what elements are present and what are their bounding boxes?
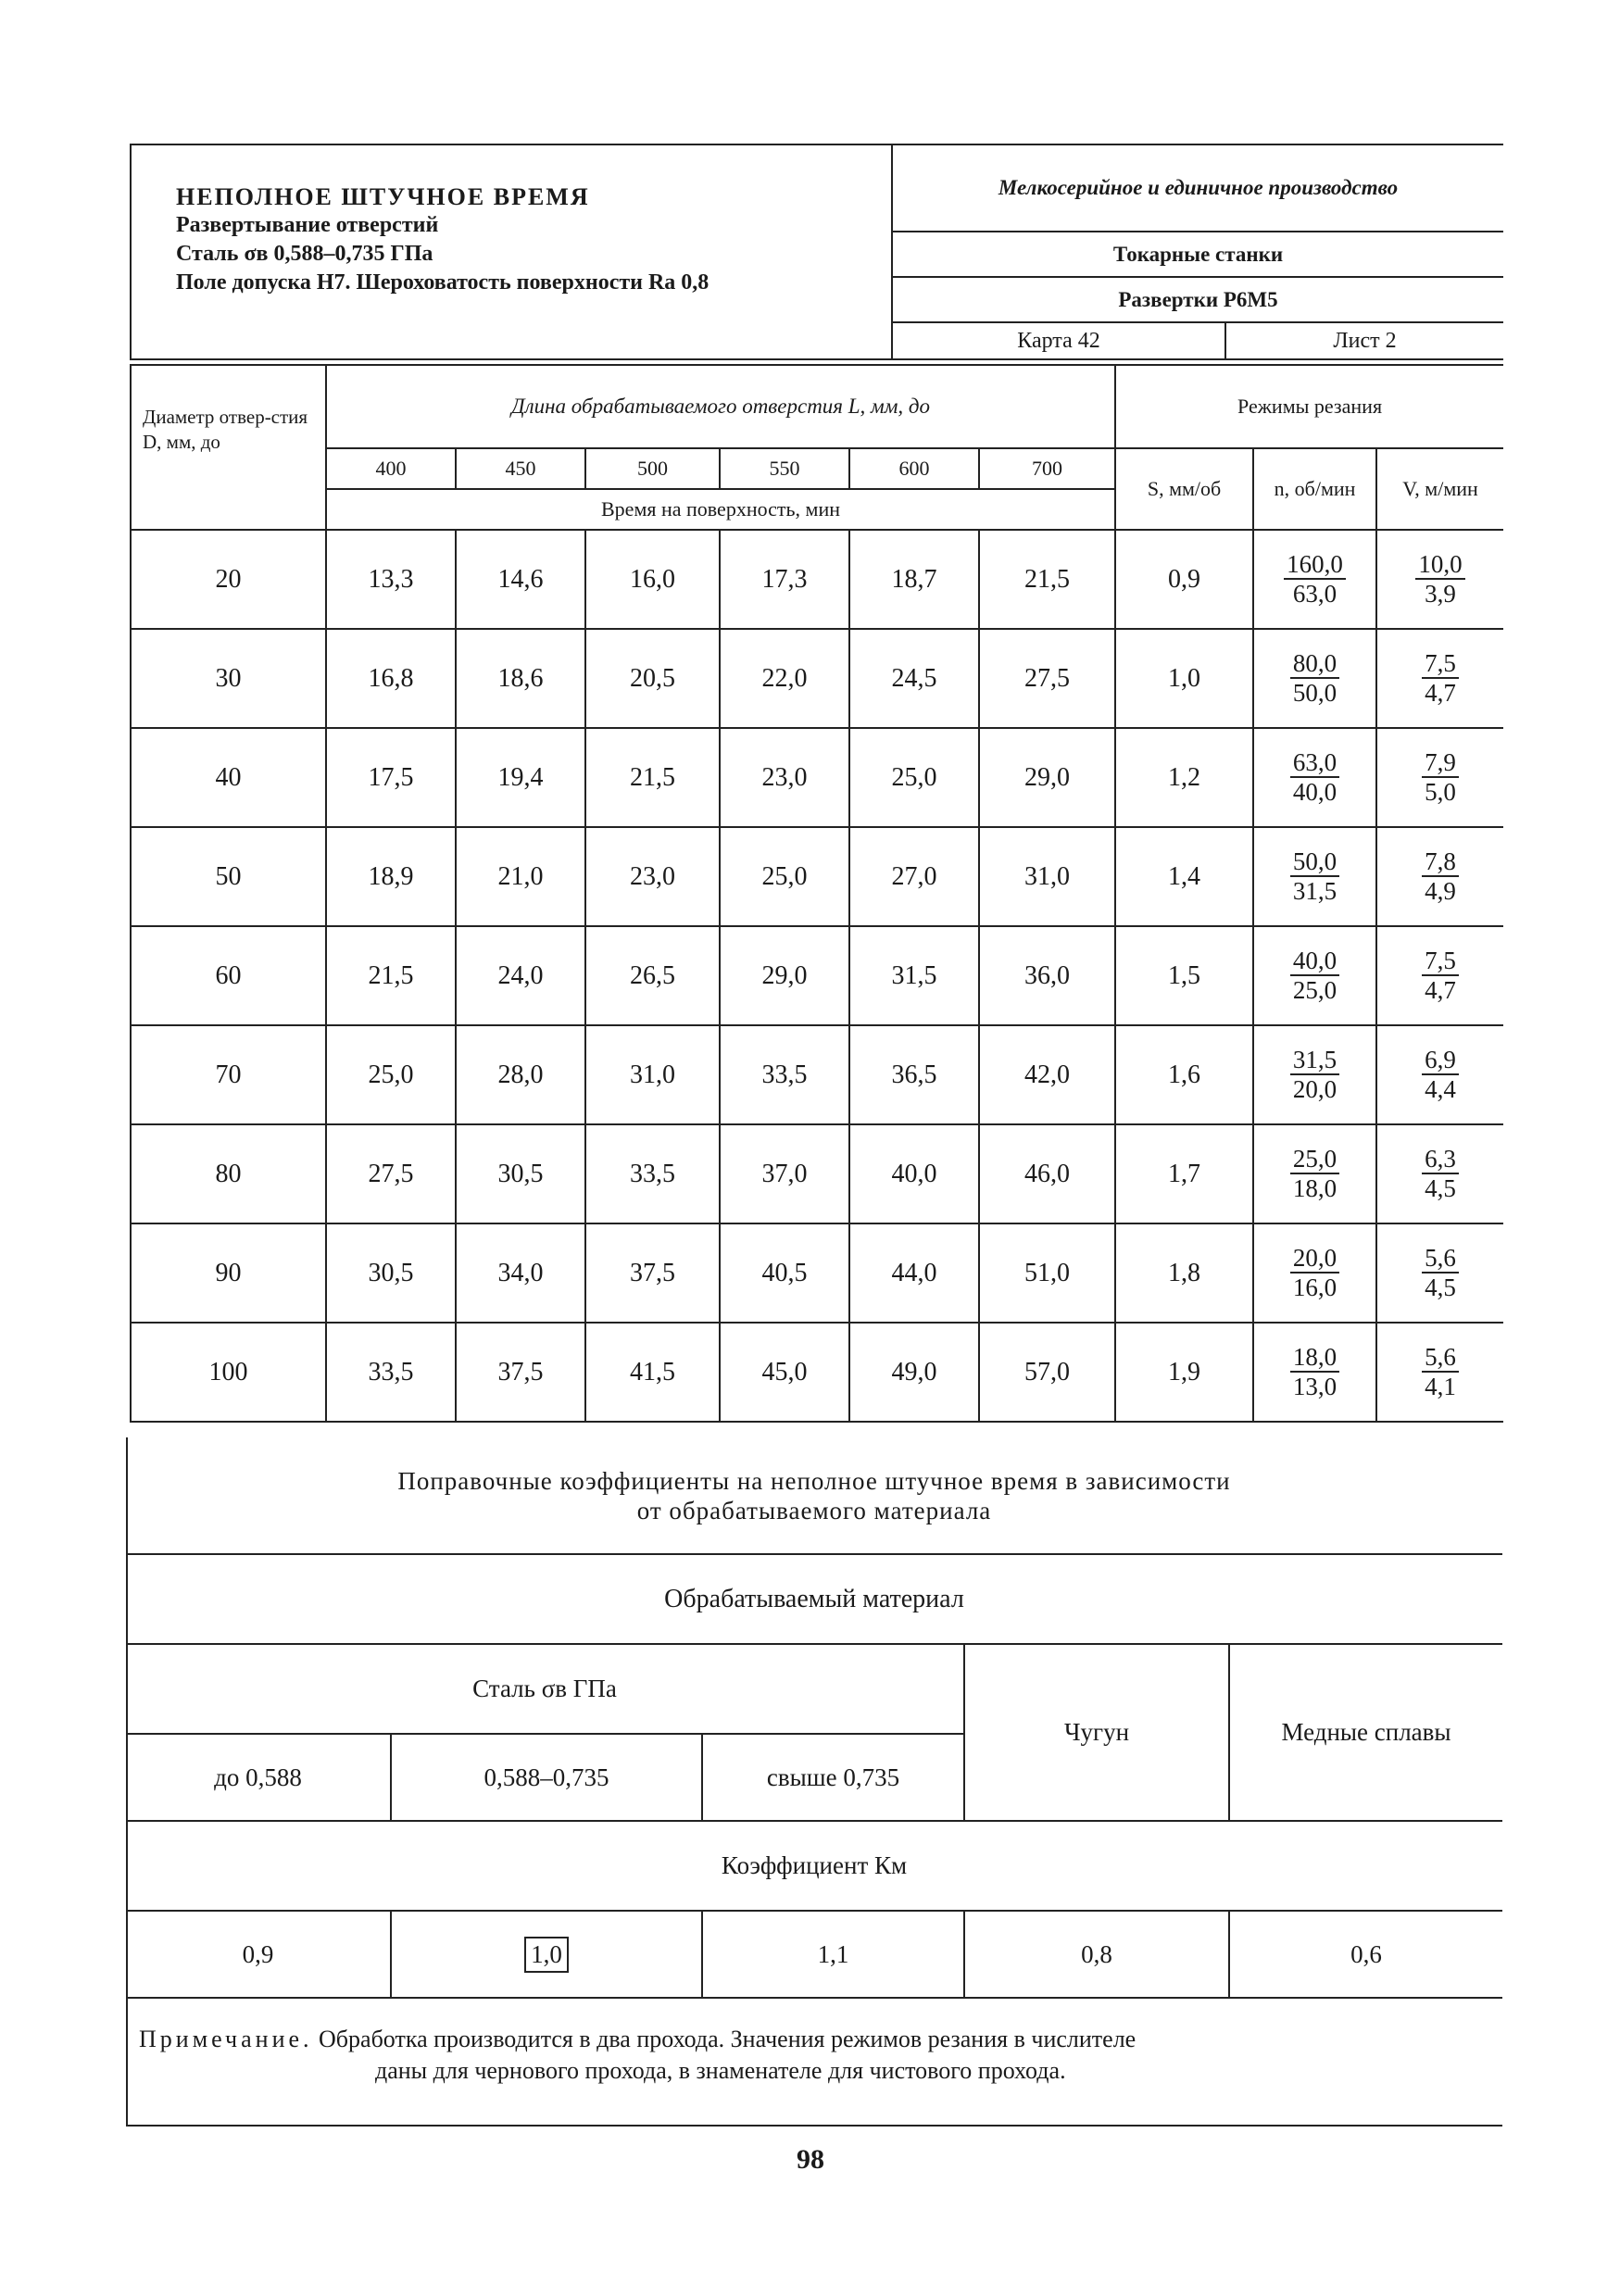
steel-range-1: до 0,588 bbox=[126, 1734, 391, 1821]
time-cell: 30,5 bbox=[326, 1223, 456, 1323]
fraction-numerator: 80,0 bbox=[1290, 649, 1339, 679]
coef-value-3: 1,1 bbox=[702, 1911, 964, 1998]
coef-value-5: 0,6 bbox=[1229, 1911, 1502, 1998]
fraction-denominator: 4,5 bbox=[1425, 1273, 1456, 1301]
velocity-cell bbox=[1376, 629, 1503, 728]
time-cell: 41,5 bbox=[585, 1323, 720, 1422]
fraction-denominator: 31,5 bbox=[1292, 876, 1337, 905]
fraction bbox=[1422, 748, 1459, 806]
fraction-numerator: 50,0 bbox=[1290, 847, 1339, 877]
tolerance-line: Поле допуска Н7. Шероховатость поверхности Ra 0,8 bbox=[176, 270, 710, 295]
time-cell: 20,5 bbox=[585, 629, 720, 728]
operation-line: Развертывание отверстий bbox=[176, 213, 439, 237]
velocity-cell bbox=[1376, 1223, 1503, 1323]
material-header: Обрабатываемый материал bbox=[126, 1554, 1502, 1644]
fraction bbox=[1290, 847, 1339, 905]
time-cell: 49,0 bbox=[849, 1323, 979, 1422]
diameter-cell: 90 bbox=[131, 1223, 326, 1323]
time-cell: 57,0 bbox=[979, 1323, 1115, 1422]
fraction-numerator: 18,0 bbox=[1290, 1343, 1339, 1373]
feed-cell: 0,9 bbox=[1115, 530, 1253, 629]
fraction-denominator: 3,9 bbox=[1425, 579, 1456, 608]
fraction-denominator: 18,0 bbox=[1292, 1173, 1337, 1202]
fraction-denominator: 13,0 bbox=[1292, 1372, 1337, 1400]
coef-label: Коэффициент Км bbox=[126, 1821, 1502, 1911]
speed-rpm-cell bbox=[1253, 530, 1376, 629]
diameter-cell: 100 bbox=[131, 1323, 326, 1422]
fraction-denominator: 50,0 bbox=[1292, 678, 1337, 707]
fraction-numerator: 25,0 bbox=[1290, 1145, 1339, 1174]
time-cell: 31,5 bbox=[849, 926, 979, 1025]
sheet-number: Лист 2 bbox=[1225, 322, 1503, 359]
tool-type: Развертки Р6М5 bbox=[892, 277, 1503, 322]
diameter-cell: 60 bbox=[131, 926, 326, 1025]
col-header-velocity: V, м/мин bbox=[1376, 448, 1503, 530]
material-line: Сталь σв 0,588–0,735 ГПа bbox=[176, 242, 433, 266]
time-cell: 36,5 bbox=[849, 1025, 979, 1124]
time-cell: 51,0 bbox=[979, 1223, 1115, 1323]
fraction bbox=[1290, 947, 1339, 1004]
time-cell: 27,5 bbox=[326, 1124, 456, 1223]
copper-header: Медные сплавы bbox=[1229, 1644, 1502, 1821]
fraction bbox=[1290, 1244, 1339, 1301]
time-cell: 25,0 bbox=[326, 1025, 456, 1124]
fraction bbox=[1284, 550, 1346, 608]
fraction-denominator: 4,7 bbox=[1425, 975, 1456, 1004]
steel-range-2: 0,588–0,735 bbox=[391, 1734, 702, 1821]
feed-cell: 1,8 bbox=[1115, 1223, 1253, 1323]
time-cell: 14,6 bbox=[456, 530, 585, 629]
time-cell: 17,3 bbox=[720, 530, 849, 629]
diameter-cell: 70 bbox=[131, 1025, 326, 1124]
fraction bbox=[1422, 1343, 1459, 1400]
table-row bbox=[131, 1025, 1503, 1124]
time-cell: 18,7 bbox=[849, 530, 979, 629]
steel-header: Сталь σв ГПа bbox=[126, 1644, 964, 1734]
feed-cell: 1,5 bbox=[1115, 926, 1253, 1025]
velocity-cell bbox=[1376, 728, 1503, 827]
header-title-cell bbox=[131, 144, 892, 359]
time-cell: 34,0 bbox=[456, 1223, 585, 1323]
time-cell: 21,0 bbox=[456, 827, 585, 926]
page-number: 98 bbox=[797, 2144, 824, 2175]
col-header-feed: S, мм/об bbox=[1115, 448, 1253, 530]
time-cell: 28,0 bbox=[456, 1025, 585, 1124]
time-cell: 13,3 bbox=[326, 530, 456, 629]
speed-rpm-cell bbox=[1253, 1124, 1376, 1223]
time-cell: 23,0 bbox=[585, 827, 720, 926]
coef-value-2 bbox=[391, 1911, 702, 1998]
time-cell: 22,0 bbox=[720, 629, 849, 728]
fraction bbox=[1290, 1343, 1339, 1400]
note-text-2: даны для чернового прохода, в знаменателе для чистового прохода. bbox=[375, 2057, 1066, 2084]
fraction bbox=[1422, 649, 1459, 707]
time-cell: 18,9 bbox=[326, 827, 456, 926]
fraction-denominator: 4,7 bbox=[1425, 678, 1456, 707]
fraction-numerator: 31,5 bbox=[1290, 1046, 1339, 1075]
time-table bbox=[130, 364, 1503, 1423]
time-cell: 40,0 bbox=[849, 1124, 979, 1223]
table-row bbox=[131, 530, 1503, 629]
diameter-cell: 20 bbox=[131, 530, 326, 629]
fraction-numerator: 7,8 bbox=[1422, 847, 1459, 877]
feed-cell: 1,7 bbox=[1115, 1124, 1253, 1223]
fraction-denominator: 5,0 bbox=[1425, 777, 1456, 806]
velocity-cell bbox=[1376, 530, 1503, 629]
time-cell: 16,8 bbox=[326, 629, 456, 728]
fraction-numerator: 6,9 bbox=[1422, 1046, 1459, 1075]
velocity-cell bbox=[1376, 1124, 1503, 1223]
time-cell: 24,5 bbox=[849, 629, 979, 728]
length-550: 550 bbox=[720, 448, 849, 489]
coef-value-2-boxed: 1,0 bbox=[524, 1937, 569, 1973]
feed-cell: 1,9 bbox=[1115, 1323, 1253, 1422]
time-cell: 18,6 bbox=[456, 629, 585, 728]
fraction-numerator: 160,0 bbox=[1284, 550, 1346, 580]
fraction bbox=[1290, 1046, 1339, 1103]
velocity-cell bbox=[1376, 1323, 1503, 1422]
bottom-rule bbox=[126, 2125, 1502, 2127]
fraction bbox=[1422, 847, 1459, 905]
fraction-denominator: 25,0 bbox=[1292, 975, 1337, 1004]
time-cell: 21,5 bbox=[326, 926, 456, 1025]
coef-value-4: 0,8 bbox=[964, 1911, 1229, 1998]
fraction-denominator: 4,4 bbox=[1425, 1074, 1456, 1103]
note-text-1: Обработка производится в два прохода. Значения режимов резания в числителе bbox=[319, 2026, 1137, 2052]
time-cell: 33,5 bbox=[326, 1323, 456, 1422]
fraction-numerator: 10,0 bbox=[1415, 550, 1464, 580]
diameter-cell: 50 bbox=[131, 827, 326, 926]
col-header-diameter: Диаметр отвер-стия D, мм, до bbox=[131, 365, 326, 530]
length-400: 400 bbox=[326, 448, 456, 489]
time-cell: 37,5 bbox=[456, 1323, 585, 1422]
feed-cell: 1,0 bbox=[1115, 629, 1253, 728]
table-row bbox=[131, 827, 1503, 926]
steel-range-3: свыше 0,735 bbox=[702, 1734, 964, 1821]
fraction-numerator: 40,0 bbox=[1290, 947, 1339, 976]
time-cell: 33,5 bbox=[720, 1025, 849, 1124]
fraction-numerator: 20,0 bbox=[1290, 1244, 1339, 1273]
time-cell: 42,0 bbox=[979, 1025, 1115, 1124]
production-type: Мелкосерийное и единичное производство bbox=[892, 144, 1503, 232]
length-450: 450 bbox=[456, 448, 585, 489]
coef-value-1: 0,9 bbox=[126, 1911, 391, 1998]
length-500: 500 bbox=[585, 448, 720, 489]
time-cell: 31,0 bbox=[979, 827, 1115, 926]
time-cell: 25,0 bbox=[849, 728, 979, 827]
fraction bbox=[1290, 1145, 1339, 1202]
time-cell: 46,0 bbox=[979, 1124, 1115, 1223]
fraction-numerator: 7,5 bbox=[1422, 649, 1459, 679]
time-cell: 27,5 bbox=[979, 629, 1115, 728]
fraction-numerator: 7,5 bbox=[1422, 947, 1459, 976]
table-row bbox=[131, 1323, 1503, 1422]
fraction-numerator: 5,6 bbox=[1422, 1343, 1459, 1373]
time-cell: 19,4 bbox=[456, 728, 585, 827]
speed-rpm-cell bbox=[1253, 827, 1376, 926]
note bbox=[139, 2024, 1491, 2087]
speed-rpm-cell bbox=[1253, 629, 1376, 728]
cast-iron-header: Чугун bbox=[964, 1644, 1229, 1821]
fraction bbox=[1422, 1145, 1459, 1202]
velocity-cell bbox=[1376, 827, 1503, 926]
fraction bbox=[1422, 1046, 1459, 1103]
feed-cell: 1,2 bbox=[1115, 728, 1253, 827]
time-cell: 31,0 bbox=[585, 1025, 720, 1124]
fraction-numerator: 6,3 bbox=[1422, 1145, 1459, 1174]
col-header-modes: Режимы резания bbox=[1115, 365, 1503, 448]
time-label: Время на поверхность, мин bbox=[326, 489, 1115, 530]
fraction-denominator: 40,0 bbox=[1292, 777, 1337, 806]
time-cell: 21,5 bbox=[585, 728, 720, 827]
fraction-denominator: 16,0 bbox=[1292, 1273, 1337, 1301]
fraction bbox=[1422, 947, 1459, 1004]
note-label: Примечание. bbox=[139, 2026, 313, 2052]
table-body bbox=[131, 530, 1503, 1422]
speed-rpm-cell bbox=[1253, 1323, 1376, 1422]
time-cell: 23,0 bbox=[720, 728, 849, 827]
col-header-speed-rpm: n, об/мин bbox=[1253, 448, 1376, 530]
machine-type: Токарные станки bbox=[892, 232, 1503, 277]
time-cell: 44,0 bbox=[849, 1223, 979, 1323]
fraction-numerator: 63,0 bbox=[1290, 748, 1339, 778]
coef-title-line1: Поправочные коэффициенты на неполное штучное время в зависимости bbox=[397, 1466, 1231, 1495]
speed-rpm-cell bbox=[1253, 1223, 1376, 1323]
length-700: 700 bbox=[979, 448, 1115, 489]
coefficient-table bbox=[126, 1437, 1502, 1999]
time-cell: 25,0 bbox=[720, 827, 849, 926]
col-header-length: Длина обрабатываемого отверстия L, мм, до bbox=[326, 365, 1115, 448]
table-row bbox=[131, 926, 1503, 1025]
time-cell: 27,0 bbox=[849, 827, 979, 926]
header-block bbox=[130, 144, 1503, 360]
fraction-denominator: 4,1 bbox=[1425, 1372, 1456, 1400]
speed-rpm-cell bbox=[1253, 728, 1376, 827]
time-cell: 37,0 bbox=[720, 1124, 849, 1223]
fraction-numerator: 7,9 bbox=[1422, 748, 1459, 778]
time-cell: 45,0 bbox=[720, 1323, 849, 1422]
time-cell: 21,5 bbox=[979, 530, 1115, 629]
velocity-cell bbox=[1376, 1025, 1503, 1124]
fraction bbox=[1415, 550, 1464, 608]
fraction-denominator: 63,0 bbox=[1292, 579, 1337, 608]
fraction-denominator: 4,5 bbox=[1425, 1173, 1456, 1202]
time-cell: 29,0 bbox=[979, 728, 1115, 827]
coef-title bbox=[126, 1437, 1502, 1554]
time-cell: 29,0 bbox=[720, 926, 849, 1025]
fraction bbox=[1422, 1244, 1459, 1301]
doc-title: НЕПОЛНОЕ ШТУЧНОЕ ВРЕМЯ bbox=[176, 183, 590, 210]
time-cell: 26,5 bbox=[585, 926, 720, 1025]
fraction bbox=[1290, 748, 1339, 806]
time-cell: 37,5 bbox=[585, 1223, 720, 1323]
table-row bbox=[131, 1223, 1503, 1323]
time-cell: 17,5 bbox=[326, 728, 456, 827]
diameter-cell: 40 bbox=[131, 728, 326, 827]
time-cell: 24,0 bbox=[456, 926, 585, 1025]
time-cell: 30,5 bbox=[456, 1124, 585, 1223]
speed-rpm-cell bbox=[1253, 1025, 1376, 1124]
time-cell: 40,5 bbox=[720, 1223, 849, 1323]
time-cell: 36,0 bbox=[979, 926, 1115, 1025]
fraction-denominator: 20,0 bbox=[1292, 1074, 1337, 1103]
feed-cell: 1,4 bbox=[1115, 827, 1253, 926]
feed-cell: 1,6 bbox=[1115, 1025, 1253, 1124]
diameter-cell: 30 bbox=[131, 629, 326, 728]
card-number: Карта 42 bbox=[892, 322, 1225, 359]
fraction bbox=[1290, 649, 1339, 707]
speed-rpm-cell bbox=[1253, 926, 1376, 1025]
time-cell: 16,0 bbox=[585, 530, 720, 629]
coef-title-line2: от обрабатываемого материала bbox=[636, 1496, 992, 1524]
table-row bbox=[131, 1124, 1503, 1223]
velocity-cell bbox=[1376, 926, 1503, 1025]
time-cell: 33,5 bbox=[585, 1124, 720, 1223]
diameter-cell: 80 bbox=[131, 1124, 326, 1223]
fraction-denominator: 4,9 bbox=[1425, 876, 1456, 905]
table-row bbox=[131, 728, 1503, 827]
length-600: 600 bbox=[849, 448, 979, 489]
fraction-numerator: 5,6 bbox=[1422, 1244, 1459, 1273]
table-row bbox=[131, 629, 1503, 728]
